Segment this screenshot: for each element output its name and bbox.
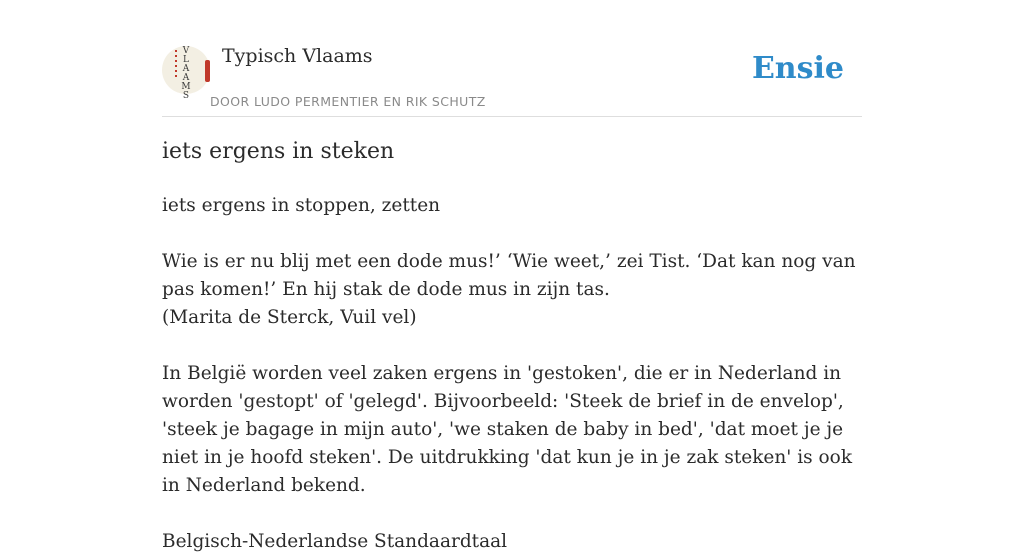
explanation-text: In België worden veel zaken ergens in 'gestoken', die er in Nederland in worden 'gestopt' of 'gelegd'. Bijvoorbeeld: 'Steek de brief in de envelop', 'steek je bagage in mijn auto', 'we staken de baby in bed', 'dat moet je je niet in je hoofd steken'. De uitdrukking 'dat kun je in je zak steken' is ook in Nederland bekend. bbox=[162, 363, 853, 496]
register-label: Belgisch-Nederlandse Standaardtaal bbox=[162, 531, 508, 552]
paragraph-gap bbox=[162, 500, 862, 528]
logo-letter: S bbox=[182, 91, 190, 101]
definition-text: iets ergens in stoppen, zetten bbox=[162, 195, 441, 216]
logo-letter: V bbox=[182, 46, 190, 56]
example-source: (Marita de Sterck, Vuil vel) bbox=[162, 307, 417, 328]
logo-letters bbox=[162, 47, 210, 101]
logo-letter: A bbox=[182, 73, 190, 83]
entry-term: iets ergens in steken bbox=[162, 139, 395, 164]
dictionary-logo[interactable] bbox=[162, 46, 210, 101]
dictionary-title[interactable]: Typisch Vlaams bbox=[222, 45, 373, 67]
logo-letter: A bbox=[182, 64, 190, 74]
ensie-brand-link[interactable]: Ensie bbox=[751, 51, 844, 86]
dictionary-authors: DOOR LUDO PERMENTIER EN RIK SCHUTZ bbox=[210, 94, 486, 109]
paragraph-gap bbox=[162, 332, 862, 360]
entry-definition bbox=[162, 192, 862, 556]
page bbox=[162, 0, 862, 552]
logo-letter: M bbox=[181, 82, 191, 92]
example-quote: Wie is er nu blij met een dode mus!’ ‘Wie weet,’ zei Tist. ‘Dat kan nog van pas komen!’ En hij stak de dode mus in zijn tas. bbox=[162, 251, 856, 300]
logo-accent bbox=[205, 60, 210, 82]
paragraph-gap bbox=[162, 220, 862, 248]
logo-letter: L bbox=[183, 55, 189, 65]
dictionary-header bbox=[162, 0, 862, 117]
